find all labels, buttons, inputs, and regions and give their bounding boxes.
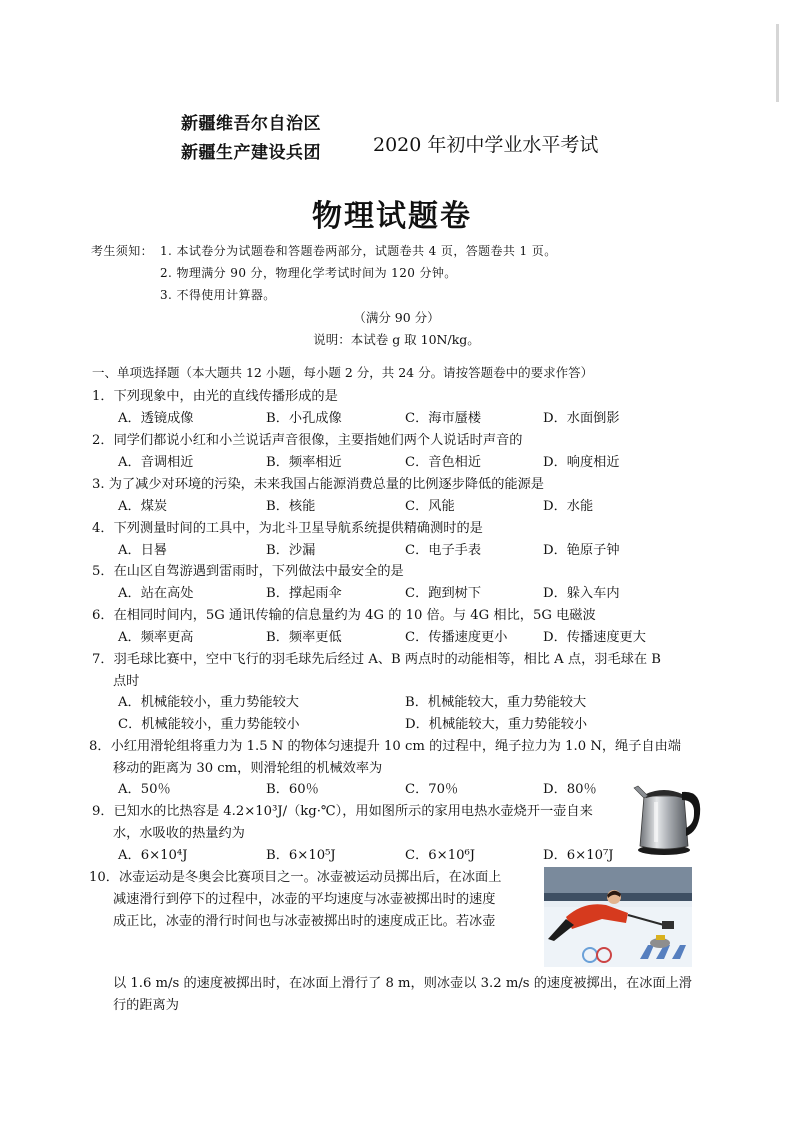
question-6: 6．在相同时间内，5G 通讯传输的信息量约为 4G 的 10 倍。与 4G 相比，5G 电磁波 xyxy=(92,608,596,623)
q2-option-d: D．响度相近 xyxy=(543,455,620,470)
q5-option-a: A．站在高处 xyxy=(118,586,194,601)
q3-option-a: A．煤炭 xyxy=(118,499,168,514)
q4-option-b: B．沙漏 xyxy=(266,543,316,558)
q5-option-c: C．跑到树下 xyxy=(405,586,482,601)
question-3: 3. 为了减少对环境的污染，未来我国占能源消费总量的比例逐步降低的能源是 xyxy=(92,477,544,492)
q9-option-d: D．6×10⁷J xyxy=(543,848,614,863)
q6-option-d: D．传播速度更大 xyxy=(543,630,646,645)
q5-option-b: B．撑起雨伞 xyxy=(266,586,342,601)
q3-option-b: B．核能 xyxy=(266,499,316,514)
q6-option-a: A．频率更高 xyxy=(118,630,194,645)
question-1: 1．下列现象中，由光的直线传播形成的是 xyxy=(92,389,338,404)
q7-option-d: D．机械能较大，重力势能较小 xyxy=(405,717,588,732)
q8-option-d: D．80％ xyxy=(543,782,597,797)
q1-option-b: B．小孔成像 xyxy=(266,411,342,426)
exam-name: 2020 年初中学业水平考试 xyxy=(373,134,599,156)
page-title: 物理试题卷 xyxy=(312,199,472,234)
q4-option-d: D．铯原子钟 xyxy=(543,543,620,558)
notice-label: 考生须知： xyxy=(91,244,154,258)
q3-option-d: D．水能 xyxy=(543,499,594,514)
notice-item-3: 3. 不得使用计算器。 xyxy=(160,288,276,302)
question-5: 5．在山区自驾游遇到雷雨时，下列做法中最安全的是 xyxy=(92,564,404,579)
question-10-line-3: 成正比，冰壶的滑行时间也与冰壶被掷出时的速度成正比。若冰壶 xyxy=(113,914,496,929)
q7-option-b: B．机械能较大，重力势能较大 xyxy=(405,695,587,710)
electric-kettle-image xyxy=(632,774,704,856)
question-2: 2．同学们都说小红和小兰说话声音很像，主要指她们两个人说话时声音的 xyxy=(92,433,523,448)
question-10-line-1: 10．冰壶运动是冬奥会比赛项目之一。冰壶被运动员掷出后，在冰面上 xyxy=(89,870,502,885)
question-8-line-2: 移动的距离为 30 cm，则滑轮组的机械效率为 xyxy=(113,761,383,776)
q2-option-c: C．音色相近 xyxy=(405,455,482,470)
question-8-line-1: 8．小红用滑轮组将重力为 1.5 N 的物体匀速提升 10 cm 的过程中，绳子拉力为 1.0 N，绳子自由端 xyxy=(89,739,681,754)
question-9-line-1: 9．已知水的比热容是 4.2×10³J/（kg·℃），用如图所示的家用电热水壶烧开一壶自来 xyxy=(92,804,593,819)
region-line-2: 新疆生产建设兵团 xyxy=(181,143,321,163)
q9-option-a: A．6×10⁴J xyxy=(118,848,188,863)
question-7-line-1: 7．羽毛球比赛中，空中飞行的羽毛球先后经过 A、B 两点时的动能相等，相比 A 点，羽毛球在 B xyxy=(92,652,661,667)
notice-item-1: 1. 本试卷分为试题卷和答题卷两部分，试题卷共 4 页，答题卷共 1 页。 xyxy=(160,244,557,258)
question-10-line-4: 以 1.6 m/s 的速度被掷出时，在冰面上滑行了 8 m，则冰壶以 3.2 m/s 的速度被掷出，在冰面上滑 xyxy=(113,976,692,991)
question-9-line-2: 水，水吸收的热量约为 xyxy=(113,826,245,841)
question-10-line-5: 行的距离为 xyxy=(113,998,179,1013)
section-heading: 一、单项选择题（本大题共 12 小题，每小题 2 分，共 24 分。请按答题卷中的要求作答） xyxy=(92,365,594,380)
q1-option-d: D．水面倒影 xyxy=(543,411,620,426)
q9-option-b: B．6×10⁵J xyxy=(266,848,336,863)
q3-option-c: C．风能 xyxy=(405,499,455,514)
q1-option-c: C．海市蜃楼 xyxy=(405,411,482,426)
region-line-1: 新疆维吾尔自治区 xyxy=(181,114,321,134)
q8-option-b: B．60％ xyxy=(266,782,319,797)
curling-photo xyxy=(544,867,692,967)
q4-option-c: C．电子手表 xyxy=(405,543,482,558)
notice-item-2: 2. 物理满分 90 分，物理化学考试时间为 120 分钟。 xyxy=(160,266,457,280)
scan-edge-mark xyxy=(776,24,779,102)
q4-option-a: A．日晷 xyxy=(118,543,168,558)
question-10-line-2: 减速滑行到停下的过程中，冰壶的平均速度与冰壶被掷出时的速度 xyxy=(113,892,496,907)
q1-option-a: A．透镜成像 xyxy=(118,411,194,426)
q5-option-d: D．躲入车内 xyxy=(543,586,620,601)
q2-option-b: B．频率相近 xyxy=(266,455,342,470)
q8-option-c: C．70％ xyxy=(405,782,459,797)
q8-option-a: A．50％ xyxy=(118,782,171,797)
g-note: 说明：本试卷 g 取 10N/kg。 xyxy=(313,332,480,347)
q6-option-c: C．传播速度更小 xyxy=(405,630,508,645)
q6-option-b: B．频率更低 xyxy=(266,630,342,645)
question-4: 4．下列测量时间的工具中，为北斗卫星导航系统提供精确测时的是 xyxy=(92,521,483,536)
q7-option-a: A．机械能较小，重力势能较大 xyxy=(118,695,299,710)
score-note: （满分 90 分） xyxy=(353,310,440,325)
q7-option-c: C．机械能较小，重力势能较小 xyxy=(118,717,300,732)
q2-option-a: A．音调相近 xyxy=(118,455,194,470)
question-7-line-2: 点时 xyxy=(113,674,140,689)
q9-option-c: C．6×10⁶J xyxy=(405,848,476,863)
